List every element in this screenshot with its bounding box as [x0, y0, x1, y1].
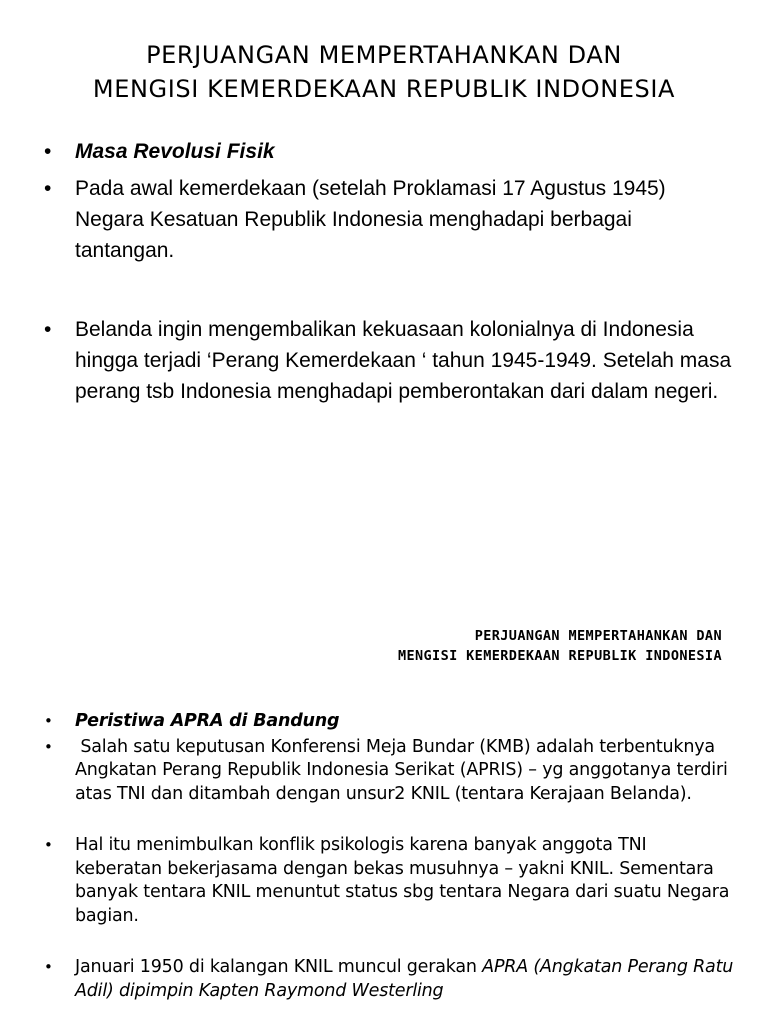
slide-2-paragraph-2-text: Hal itu menimbulkan konflik psikologis karena banyak anggota TNI keberatan bekerjasama dengan bekas musuhnya – yakni KNIL. Sementara banyak tentara KNIL menuntut status sbg tentara Negara dari suatu Negara bagian. [75, 835, 730, 926]
slide-1-heading: Masa Revolusi Fisik [75, 140, 275, 163]
slide-2-bullet-list [44, 710, 734, 1003]
slide-2-paragraph-3-italic: APRA (Angkatan Perang Ratu Adil) dipimpin Kapten Raymond Westerling [75, 957, 734, 1001]
slide-1-title-line-2: MENGISI KEMERDEKAAN REPUBLIK INDONESIA [92, 75, 676, 103]
slide-1-title-line-1: PERJUANGAN MEMPERTAHANKAN DAN [146, 41, 622, 69]
slide-2-paragraph-1 [44, 736, 734, 807]
slide-2-heading: Peristiwa APRA di Bandung [75, 711, 340, 731]
bullet-icon: • [44, 318, 52, 341]
bullet-icon: • [44, 712, 53, 730]
slide-1-paragraph-1-text: Pada awal kemerdekaan (setelah Proklamasi 17 Agustus 1945) Negara Kesatuan Republik Indonesia menghadapi berbagai tantangan. [75, 177, 666, 262]
bullet-icon: • [44, 737, 53, 756]
slide-1-paragraph-2 [44, 314, 734, 407]
slide-2-title-line-2: MENGISI KEMERDEKAAN REPUBLIK INDONESIA [397, 648, 722, 664]
bullet-icon: • [44, 958, 53, 976]
slide-2-paragraph-3 [44, 956, 734, 1003]
slide-2-paragraph-1-text: Salah satu keputusan Konferensi Meja Bundar (KMB) adalah terbentuknya Angkatan Perang Republik Indonesia Serikat (APRIS) – yg anggotanya terdiri atas TNI dan ditambah dengan unsur2 KNIL (tentara Kerajaan Belanda). [75, 736, 733, 804]
slide-1-bullet-list [44, 136, 734, 407]
bullet-icon: • [44, 177, 52, 200]
slide-2-title-line-1: PERJUANGAN MEMPERTAHANKAN DAN [474, 628, 722, 644]
bullet-icon: • [44, 836, 53, 854]
slide-1-title [0, 38, 768, 106]
slide-2 [0, 540, 768, 1024]
slide-2-title [398, 626, 722, 666]
slide-2-heading-item [44, 710, 734, 734]
bullet-icon: • [44, 140, 52, 163]
slide-1-heading-item [44, 136, 734, 167]
slide-1-paragraph-1 [44, 173, 734, 266]
slide-2-paragraph-2 [44, 834, 734, 928]
slide-2-paragraph-3-text: Januari 1950 di kalangan KNIL muncul gerakan [75, 957, 483, 977]
slide-1-paragraph-2-text: Belanda ingin mengembalikan kekuasaan kolonialnya di Indonesia hingga terjadi ‘Perang Kemerdekaan ‘ tahun 1945-1949. Setelah masa perang tsb Indonesia menghadapi pemberontakan dari dalam negeri. [75, 318, 732, 403]
